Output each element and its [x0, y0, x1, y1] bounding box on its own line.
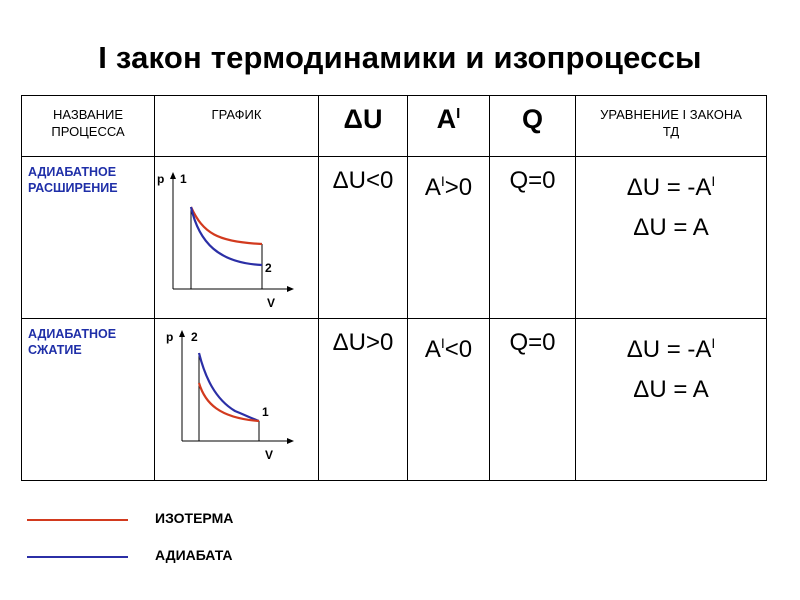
- a-cell: [408, 157, 490, 319]
- table-header-row: [22, 96, 767, 157]
- eq1-sup: I: [711, 173, 716, 189]
- adiabat-curve: [191, 207, 262, 265]
- process-name: АДИАБАТНОЕ СЖАТИЕ: [28, 327, 117, 357]
- header-name-text: НАЗВАНИЕ ПРОЦЕССА: [51, 107, 125, 139]
- page-title: I закон термодинамики и изопроцессы: [98, 40, 702, 75]
- header-eq-text: УРАВНЕНИЕ I ЗАКОНА ТД: [600, 107, 742, 139]
- eq-line-1: [576, 319, 766, 370]
- p-axis-arrow: [170, 172, 176, 179]
- a-cell: [408, 319, 490, 481]
- eq-cell: [576, 319, 767, 481]
- q-cell: [490, 157, 576, 319]
- eq-line-2: ΔU = A: [633, 214, 709, 241]
- header-a-sup: I: [456, 105, 461, 122]
- header-du: [319, 96, 408, 157]
- a-base: A: [424, 174, 441, 201]
- table-row: [22, 319, 767, 481]
- header-du-text: ΔU: [343, 104, 383, 134]
- header-q-text: Q: [521, 104, 543, 134]
- header-graph: [155, 96, 319, 157]
- header-name: [22, 96, 155, 157]
- row-name-cell: [22, 157, 155, 319]
- header-a: [408, 96, 490, 157]
- v-label: V: [267, 296, 276, 310]
- q-value: Q=0: [509, 167, 556, 194]
- header-eq: [576, 96, 767, 157]
- legend-isotherm-line: [27, 519, 128, 521]
- a-value: [408, 157, 489, 208]
- eq-line-2: ΔU = A: [633, 376, 709, 403]
- legend-isotherm-label: ИЗОТЕРМА: [155, 510, 234, 526]
- v-axis-arrow: [287, 438, 294, 444]
- du-cell: [319, 319, 408, 481]
- eq1-base: ΔU = -A: [626, 336, 712, 363]
- a-base: A: [424, 336, 441, 363]
- q-cell: [490, 319, 576, 481]
- graph-cell-expansion: [155, 157, 319, 319]
- p-label: p: [166, 330, 174, 344]
- graph-cell-compression: [155, 319, 319, 481]
- a-value: [408, 319, 489, 370]
- table-row: [22, 157, 767, 319]
- header-a-text: [408, 96, 489, 135]
- eq-line-1: [576, 157, 766, 208]
- point-start-label: 2: [191, 330, 198, 344]
- pv-graph-expansion: [155, 157, 319, 319]
- process-name: АДИАБАТНОЕ РАСШИРЕНИЕ: [28, 165, 118, 195]
- a-sup: I: [440, 335, 445, 351]
- adiabat-curve: [199, 353, 259, 421]
- legend-adiabat-label: АДИАБАТА: [155, 547, 233, 563]
- du-cell: [319, 157, 408, 319]
- process-table: [21, 95, 767, 481]
- a-sup: I: [440, 173, 445, 189]
- a-rest: >0: [444, 174, 473, 201]
- v-axis-arrow: [287, 286, 294, 292]
- point-start-label: 1: [180, 172, 187, 186]
- a-rest: <0: [444, 336, 473, 363]
- du-value: ΔU<0: [332, 167, 394, 194]
- eq1-base: ΔU = -A: [626, 174, 712, 201]
- legend-adiabat-line: [27, 556, 128, 558]
- point-end-label: 2: [265, 261, 272, 275]
- isotherm-curve: [199, 383, 259, 421]
- q-value: Q=0: [509, 329, 556, 356]
- header-graph-text: ГРАФИК: [211, 107, 262, 122]
- pv-graph-compression: [155, 319, 319, 481]
- eq1-sup: I: [711, 335, 716, 351]
- point-end-label: 1: [262, 405, 269, 419]
- v-label: V: [265, 448, 274, 462]
- eq-cell: [576, 157, 767, 319]
- row-name-cell: [22, 319, 155, 481]
- header-q: [490, 96, 576, 157]
- header-a-base: A: [436, 104, 457, 134]
- isotherm-curve: [191, 207, 262, 244]
- p-axis-arrow: [179, 330, 185, 337]
- p-label: p: [157, 172, 165, 186]
- du-value: ΔU>0: [332, 329, 394, 356]
